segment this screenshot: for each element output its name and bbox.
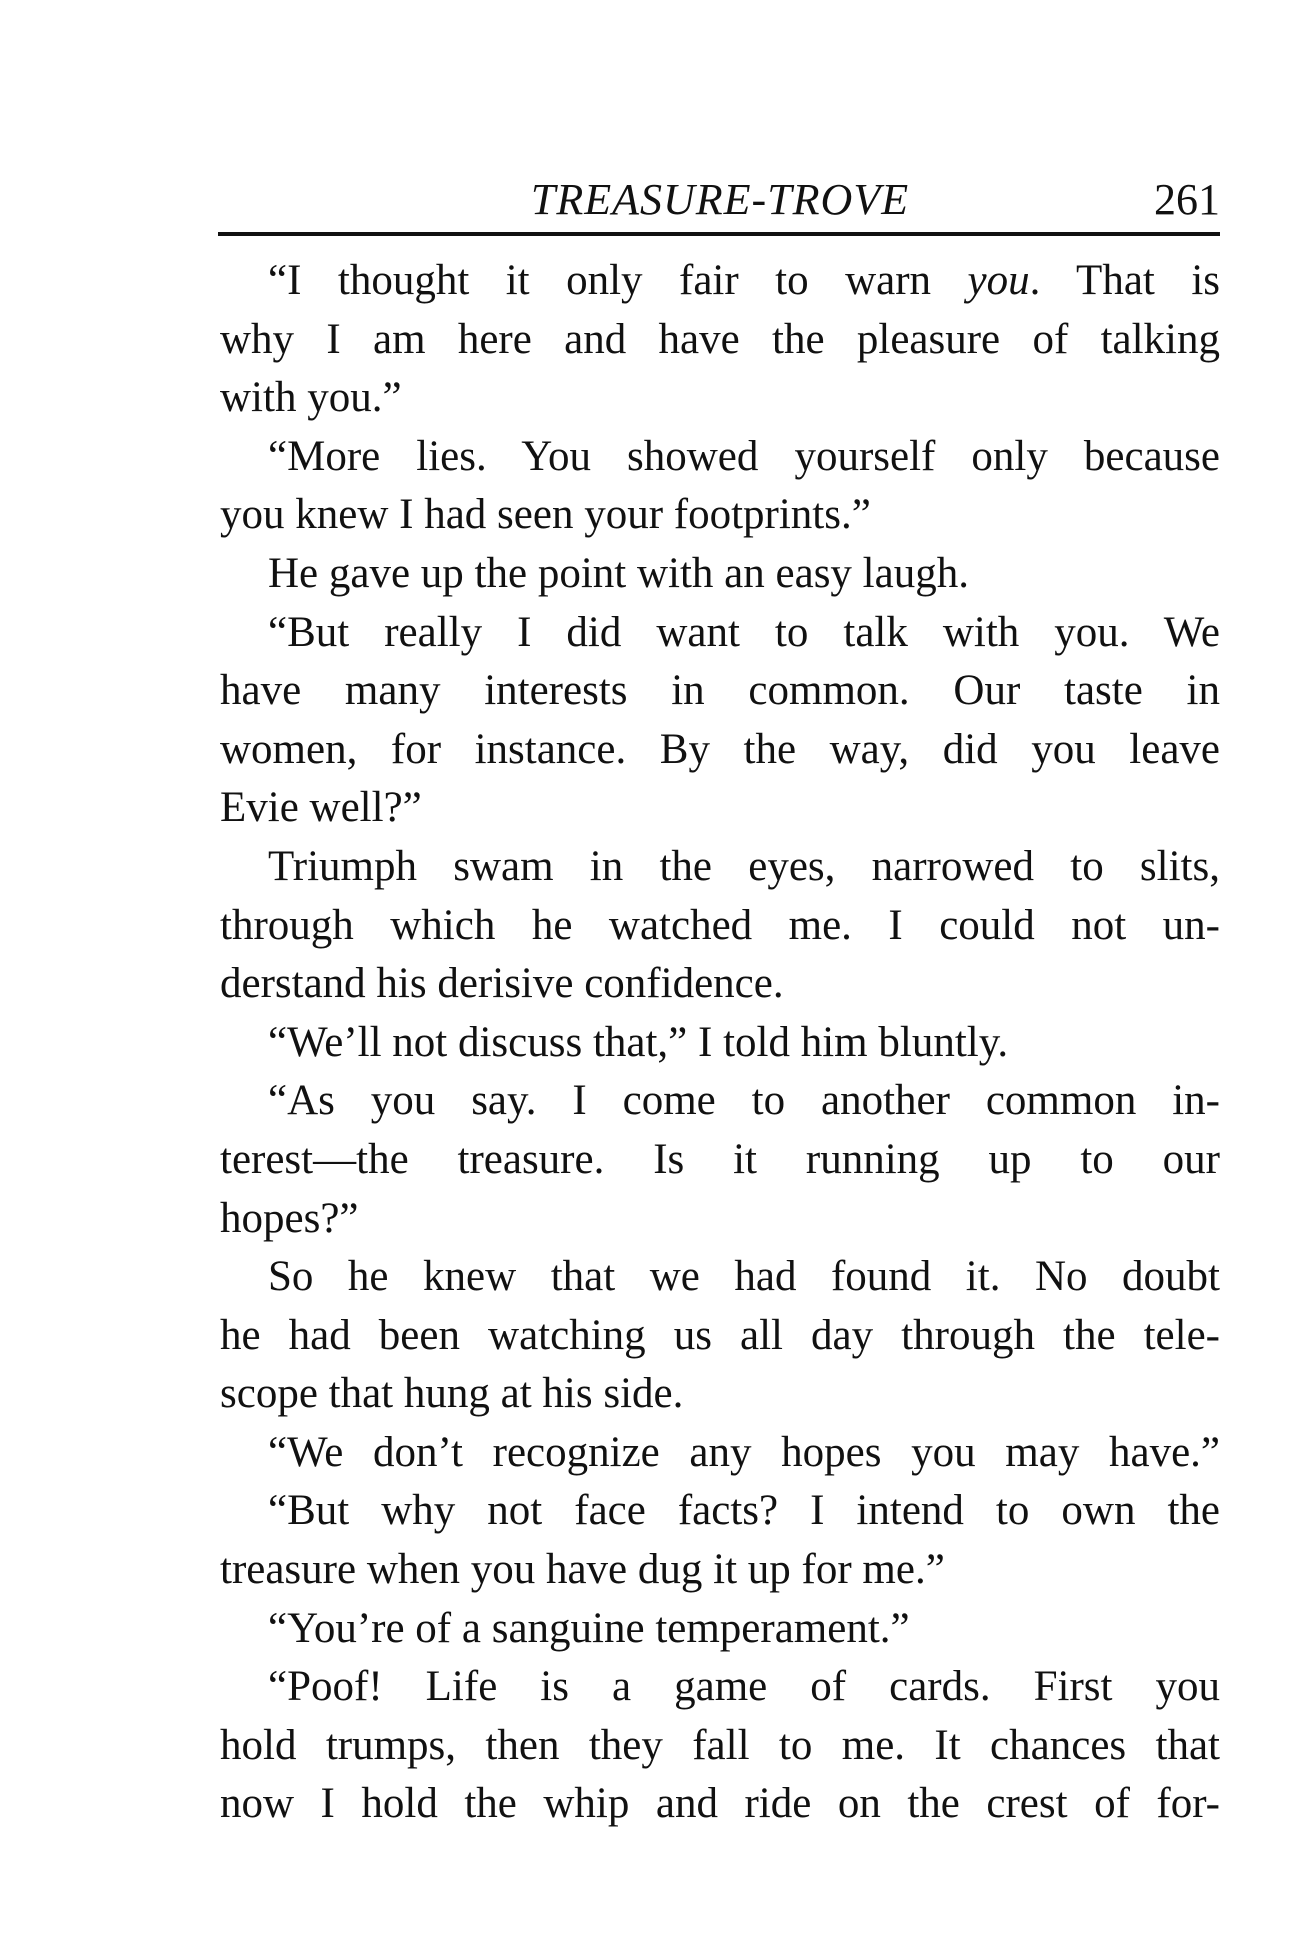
header-rule — [218, 232, 1220, 236]
text-line: scope that hung at his side. — [220, 1370, 684, 1418]
text-line: women, for instance. By the way, did you leave — [220, 725, 1220, 773]
text-line: “We’ll not discuss that,” I told him bluntly. — [268, 1018, 1009, 1066]
text-line: you knew I had seen your footprints.” — [220, 491, 871, 539]
text-line: Triumph swam in the eyes, narrowed to slits, — [268, 842, 1220, 890]
running-head-title: TREASURE-TROVE — [530, 175, 910, 224]
text-line: “But why not face facts? I intend to own the — [268, 1487, 1220, 1535]
text-line: he had been watching us all day through the tele- — [220, 1311, 1220, 1359]
text-line: with you.” — [220, 374, 402, 422]
text-line: “We don’t recognize any hopes you may have.” — [268, 1428, 1220, 1476]
text-line: hopes?” — [220, 1194, 359, 1242]
text-line: “As you say. I come to another common in- — [268, 1077, 1220, 1125]
text-line: He gave up the point with an easy laugh. — [268, 549, 969, 597]
text-line: have many interests in common. Our taste in — [220, 667, 1220, 715]
text-line: now I hold the whip and ride on the crest of for- — [220, 1780, 1220, 1828]
text-line: derstand his derisive confidence. — [220, 960, 784, 1008]
text-line: through which he watched me. I could not un- — [220, 901, 1220, 949]
text-line: “More lies. You showed yourself only because — [268, 432, 1220, 480]
body-text — [220, 252, 1220, 1834]
text-line: “I thought it only fair to warn you. That is — [268, 257, 1221, 304]
text-line: why I am here and have the pleasure of talking — [220, 315, 1220, 363]
text-line: terest—the treasure. Is it running up to our — [220, 1135, 1220, 1183]
running-head — [220, 170, 1220, 230]
text-line: “Poof! Life is a game of cards. First you — [268, 1663, 1220, 1711]
text-line: So he knew that we had found it. No doubt — [268, 1253, 1220, 1301]
text-line: “You’re of a sanguine temperament.” — [268, 1604, 910, 1652]
text-line: hold trumps, then they fall to me. It chances that — [220, 1721, 1220, 1769]
page-number: 261 — [1154, 175, 1220, 224]
text-line: treasure when you have dug it up for me.” — [220, 1546, 945, 1594]
text-line: Evie well?” — [220, 784, 422, 832]
text-line: “But really I did want to talk with you. We — [268, 608, 1220, 656]
